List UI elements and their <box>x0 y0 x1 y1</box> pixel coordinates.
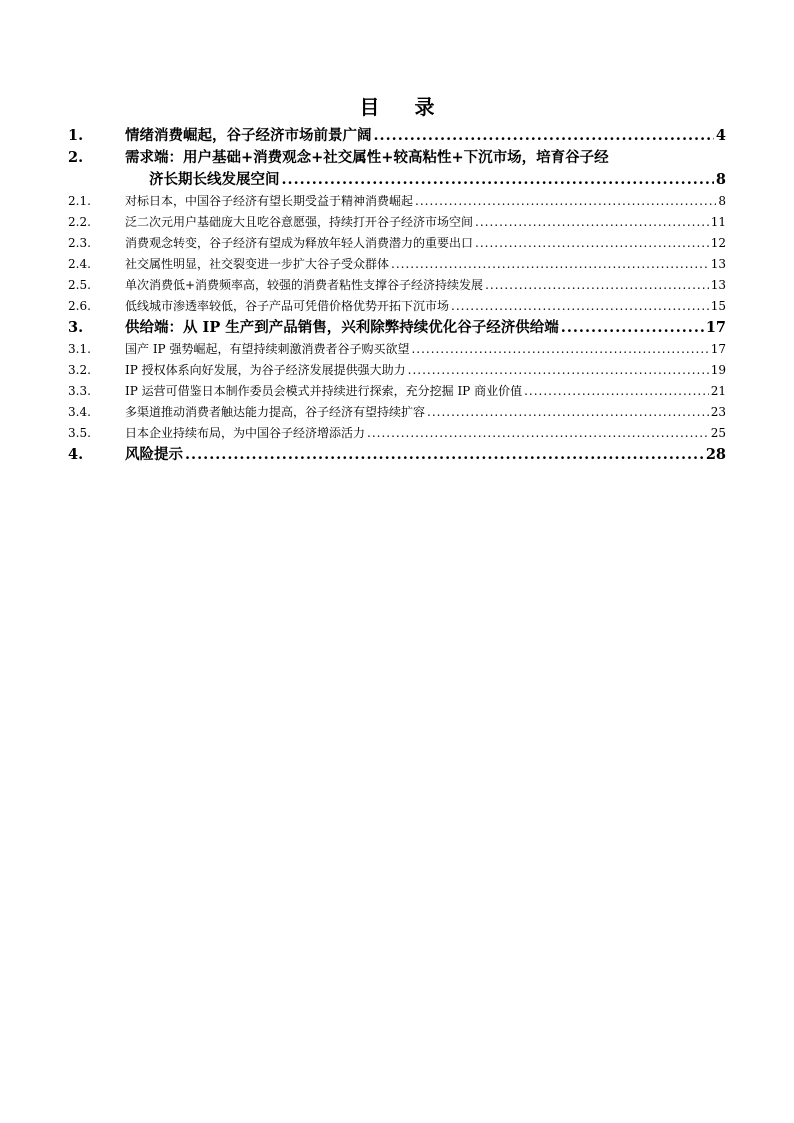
toc-entry-number: 3.5. <box>68 426 91 440</box>
toc-entry-title: 对标日本，中国谷子经济有望长期受益于精神消费崛起 <box>125 194 414 208</box>
toc-entry-page: 21 <box>710 384 726 398</box>
dot-leader <box>451 296 709 317</box>
dot-leader <box>374 125 714 147</box>
toc-entry-2-2[interactable] <box>68 212 726 233</box>
toc-entry-title: IP 授权体系向好发展，为谷子经济发展提供强大助力 <box>125 363 406 377</box>
toc-entry-3-1[interactable] <box>68 339 726 360</box>
dot-leader <box>391 254 709 275</box>
dot-leader <box>411 339 708 360</box>
toc-entry-title: 单次消费低+消费频率高，较强的消费者粘性支撑谷子经济持续发展 <box>125 278 484 292</box>
toc-entry-title: IP 运营可借鉴日本制作委员会模式并持续进行探索，充分挖掘 IP 商业价值 <box>125 384 523 398</box>
toc-entry-title: 多渠道推动消费者触达能力提高，谷子经济有望持续扩容 <box>125 405 426 419</box>
toc-entry-number: 3.3. <box>68 384 91 398</box>
toc-entry-number: 2.1. <box>68 194 91 208</box>
toc-entry-number: 2.3. <box>68 236 91 250</box>
toc-entry-2-6[interactable] <box>68 296 726 317</box>
toc-entry-title: 情绪消费崛起，谷子经济市场前景广阔 <box>125 127 372 144</box>
dot-leader <box>415 191 716 212</box>
dot-leader <box>524 381 709 402</box>
toc-entry-3[interactable] <box>68 317 726 339</box>
toc-entry-title: 消费观念转变，谷子经济有望成为释放年轻人消费潜力的重要出口 <box>125 236 474 250</box>
toc-entry-2-3[interactable] <box>68 233 726 254</box>
toc-entry-3-5[interactable] <box>68 423 726 444</box>
toc-entry-title: 社交属性明显，社交裂变进一步扩大谷子受众群体 <box>125 257 390 271</box>
dot-leader <box>427 402 709 423</box>
toc-entry-number: 2.4. <box>68 257 91 271</box>
toc-entry-page: 8 <box>715 171 726 188</box>
toc-entry-page: 13 <box>710 257 726 271</box>
toc-entry-page: 13 <box>710 278 726 292</box>
toc-entry-page: 25 <box>710 426 726 440</box>
toc-entry-number: 2.2. <box>68 215 91 229</box>
toc-entry-number: 3.2. <box>68 363 91 377</box>
toc-entry-title-line2: 济长期长线发展空间 <box>149 171 280 188</box>
dot-leader <box>282 169 714 191</box>
toc-entry-title: 日本企业持续布局，为中国谷子经济增添活力 <box>125 426 366 440</box>
toc-entry-number: 4. <box>68 446 84 463</box>
toc-entry-number: 3. <box>68 319 84 336</box>
toc-entry-page: 28 <box>705 446 726 463</box>
toc-entry-page: 11 <box>710 215 726 229</box>
toc-entry-number: 3.1. <box>68 342 91 356</box>
toc-entry-2[interactable] <box>68 147 726 191</box>
dot-leader <box>185 444 704 466</box>
toc-entry-3-3[interactable] <box>68 381 726 402</box>
toc-entry-3-2[interactable] <box>68 360 726 381</box>
toc-entry-2-4[interactable] <box>68 254 726 275</box>
dot-leader <box>367 423 709 444</box>
toc-entry-title: 风险提示 <box>125 446 183 463</box>
toc-entry-number: 1. <box>68 127 84 144</box>
toc-entry-number: 2.6. <box>68 299 91 313</box>
toc-entry-page: 17 <box>705 319 726 336</box>
toc-title: 目 录 <box>359 95 449 119</box>
dot-leader <box>475 233 709 254</box>
toc-entry-page: 19 <box>710 363 726 377</box>
toc-entry-page: 4 <box>715 127 726 144</box>
dot-leader <box>485 275 709 296</box>
toc-entry-2-1[interactable] <box>68 191 726 212</box>
toc-entry-page: 17 <box>710 342 726 356</box>
toc-entry-title: 低线城市渗透率较低，谷子产品可凭借价格优势开拓下沉市场 <box>125 299 450 313</box>
toc-list <box>68 125 726 466</box>
toc-entry-2-5[interactable] <box>68 275 726 296</box>
dot-leader <box>408 360 709 381</box>
toc-entry-title: 供给端：从 IP 生产到产品销售，兴利除弊持续优化谷子经济供给端 <box>125 319 559 336</box>
toc-entry-page: 8 <box>718 194 726 208</box>
toc-entry-title: 泛二次元用户基础庞大且吃谷意愿强，持续打开谷子经济市场空间 <box>125 215 474 229</box>
toc-entry-3-4[interactable] <box>68 402 726 423</box>
dot-leader <box>561 317 704 339</box>
toc-entry-page: 15 <box>710 299 726 313</box>
toc-entry-page: 12 <box>710 236 726 250</box>
toc-entry-number: 2. <box>68 149 84 166</box>
toc-entry-number: 2.5. <box>68 278 91 292</box>
toc-entry-number: 3.4. <box>68 405 91 419</box>
toc-entry-page: 23 <box>710 405 726 419</box>
dot-leader <box>475 212 709 233</box>
toc-entry-title-line1: 需求端：用户基础+消费观念+社交属性+较高粘性+下沉市场，培育谷子经 <box>125 149 609 166</box>
toc-entry-4[interactable] <box>68 444 726 466</box>
toc-entry-title: 国产 IP 强势崛起，有望持续刺激消费者谷子购买欲望 <box>125 342 410 356</box>
toc-entry-1[interactable] <box>68 125 726 147</box>
